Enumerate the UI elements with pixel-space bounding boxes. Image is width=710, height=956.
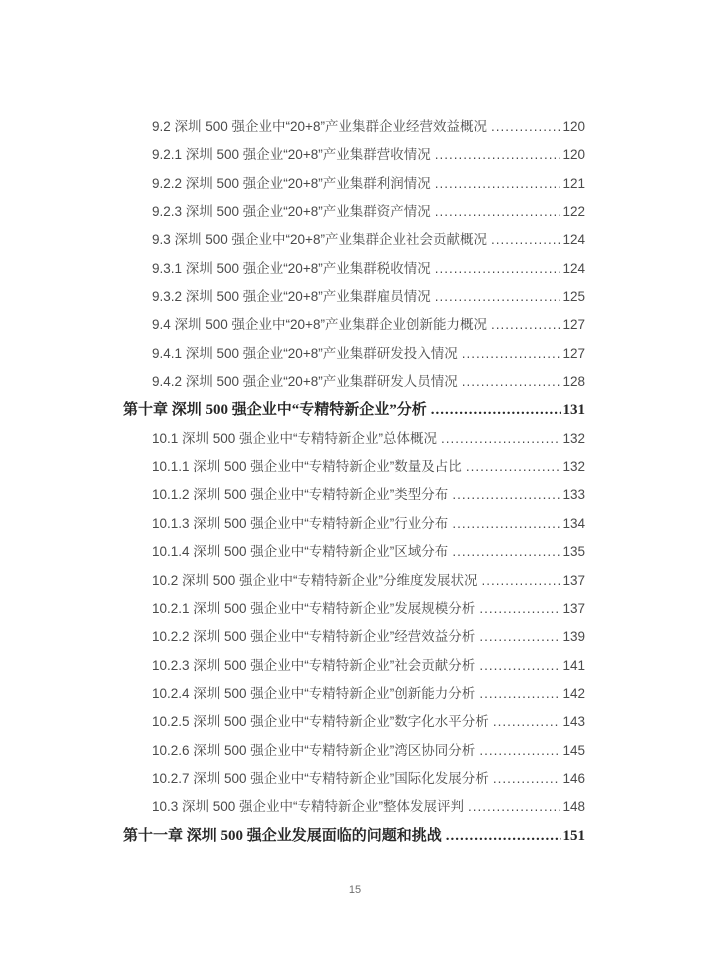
toc-sub-entry[interactable] — [123, 623, 585, 651]
toc-sub-entry[interactable] — [123, 765, 585, 793]
toc-entry-page: 122 — [562, 204, 585, 220]
toc-entry-title: 10.2.7 深圳 500 强企业中“专精特新企业”国际化发展分析 — [152, 770, 489, 786]
toc-entry-title: 10.3 深圳 500 强企业中“专精特新企业”整体发展评判 — [152, 799, 465, 815]
toc-entry-title: 9.4 深圳 500 强企业中“20+8”产业集群企业创新能力概况 — [152, 317, 487, 333]
toc-leader-dots — [479, 652, 560, 680]
toc-leader-dots — [479, 595, 560, 623]
toc-entry-title: 9.4.2 深圳 500 强企业“20+8”产业集群研发人员情况 — [152, 374, 458, 390]
toc-entry-page: 143 — [562, 714, 585, 730]
toc-entry-page: 132 — [562, 430, 585, 446]
toc-sub-entry[interactable] — [123, 340, 585, 368]
toc-leader-dots — [462, 340, 561, 368]
toc-entry-title: 9.3.1 深圳 500 强企业“20+8”产业集群税收情况 — [152, 260, 431, 276]
toc-entry-title: 9.2.1 深圳 500 强企业“20+8”产业集群营收情况 — [152, 147, 431, 163]
toc-leader-dots — [452, 510, 560, 538]
toc-entry-title: 10.1.2 深圳 500 强企业中“专精特新企业”类型分布 — [152, 487, 449, 503]
footer-page-number: 15 — [348, 884, 362, 896]
toc-entry-page: 141 — [562, 657, 585, 673]
toc-leader-dots — [479, 680, 560, 708]
toc-entry-page: 124 — [562, 260, 585, 276]
toc-leader-dots — [482, 567, 561, 595]
toc-leader-dots — [479, 737, 560, 765]
toc-leader-dots — [462, 368, 561, 396]
toc-leader-dots — [435, 141, 561, 169]
toc-entry-page: 132 — [562, 459, 585, 475]
toc-sub-entry[interactable] — [123, 113, 585, 141]
toc-entry-page: 127 — [562, 345, 585, 361]
toc-entry-title: 10.1.1 深圳 500 强企业中“专精特新企业”数量及占比 — [152, 459, 462, 475]
toc-entry-title: 10.1.4 深圳 500 强企业中“专精特新企业”区域分布 — [152, 544, 449, 560]
toc-leader-dots — [452, 481, 560, 509]
toc-entry-title: 第十章 深圳 500 强企业中“专精特新企业”分析 — [123, 402, 427, 419]
toc-leader-dots — [435, 170, 561, 198]
toc-entry-title: 第十一章 深圳 500 强企业发展面临的问题和挑战 — [123, 827, 442, 844]
toc-entry-page: 135 — [562, 544, 585, 560]
toc-entry-page: 145 — [562, 742, 585, 758]
toc-chapter-entry[interactable] — [123, 822, 585, 850]
toc-entry-page: 146 — [562, 770, 585, 786]
toc-sub-entry[interactable] — [123, 737, 585, 765]
toc-entry-page: 128 — [562, 374, 585, 390]
toc-sub-entry[interactable] — [123, 481, 585, 509]
toc-sub-entry[interactable] — [123, 141, 585, 169]
toc-entry-title: 10.1.3 深圳 500 强企业中“专精特新企业”行业分布 — [152, 515, 449, 531]
toc-entry-page: 142 — [562, 685, 585, 701]
toc-entry-title: 9.3.2 深圳 500 强企业“20+8”产业集群雇员情况 — [152, 289, 431, 305]
toc-sub-entry[interactable] — [123, 510, 585, 538]
toc-leader-dots — [491, 311, 561, 339]
toc-sub-entry[interactable] — [123, 538, 585, 566]
toc-entry-title: 9.3 深圳 500 强企业中“20+8”产业集群企业社会贡献概况 — [152, 232, 487, 248]
toc-entry-page: 151 — [562, 827, 585, 844]
table-of-contents — [123, 113, 585, 850]
toc-sub-entry[interactable] — [123, 708, 585, 736]
toc-chapter-entry[interactable] — [123, 396, 585, 424]
toc-sub-entry[interactable] — [123, 595, 585, 623]
toc-entry-page: 131 — [562, 402, 585, 419]
toc-entry-title: 9.2.2 深圳 500 强企业“20+8”产业集群利润情况 — [152, 175, 431, 191]
toc-sub-entry[interactable] — [123, 453, 585, 481]
toc-leader-dots — [446, 822, 561, 850]
toc-sub-entry[interactable] — [123, 226, 585, 254]
toc-leader-dots — [435, 255, 561, 283]
toc-entry-title: 10.2.6 深圳 500 强企业中“专精特新企业”湾区协同分析 — [152, 742, 476, 758]
toc-leader-dots — [493, 708, 561, 736]
toc-entry-title: 10.2.2 深圳 500 强企业中“专精特新企业”经营效益分析 — [152, 629, 476, 645]
toc-leader-dots — [441, 425, 560, 453]
toc-sub-entry[interactable] — [123, 567, 585, 595]
toc-entry-title: 10.1 深圳 500 强企业中“专精特新企业”总体概况 — [152, 430, 438, 446]
toc-sub-entry[interactable] — [123, 680, 585, 708]
toc-leader-dots — [431, 396, 561, 424]
toc-entry-title: 9.2.3 深圳 500 强企业“20+8”产业集群资产情况 — [152, 204, 431, 220]
toc-entry-page: 125 — [562, 289, 585, 305]
toc-sub-entry[interactable] — [123, 170, 585, 198]
toc-entry-title: 10.2.3 深圳 500 强企业中“专精特新企业”社会贡献分析 — [152, 657, 476, 673]
toc-entry-page: 120 — [562, 147, 585, 163]
toc-sub-entry[interactable] — [123, 652, 585, 680]
toc-sub-entry[interactable] — [123, 283, 585, 311]
toc-leader-dots — [435, 283, 561, 311]
toc-entry-page: 120 — [562, 119, 585, 134]
toc-entry-title: 9.4.1 深圳 500 强企业“20+8”产业集群研发投入情况 — [152, 345, 458, 361]
toc-sub-entry[interactable] — [123, 255, 585, 283]
toc-leader-dots — [491, 113, 561, 141]
toc-entry-page: 121 — [562, 175, 585, 191]
toc-entry-page: 137 — [562, 572, 585, 588]
toc-entry-page: 124 — [562, 232, 585, 248]
toc-leader-dots — [479, 623, 560, 651]
toc-entry-page: 134 — [562, 515, 585, 531]
toc-sub-entry[interactable] — [123, 311, 585, 339]
toc-leader-dots — [493, 765, 561, 793]
toc-entry-page: 137 — [562, 600, 585, 616]
toc-leader-dots — [452, 538, 560, 566]
toc-entry-page: 133 — [562, 487, 585, 503]
toc-entry-title: 10.2.4 深圳 500 强企业中“专精特新企业”创新能力分析 — [152, 685, 476, 701]
toc-sub-entry[interactable] — [123, 368, 585, 396]
toc-entry-page: 139 — [562, 629, 585, 645]
toc-entry-title: 10.2.1 深圳 500 强企业中“专精特新企业”发展规模分析 — [152, 600, 476, 616]
toc-entry-title: 10.2 深圳 500 强企业中“专精特新企业”分维度发展状况 — [152, 572, 478, 588]
toc-entry-page: 148 — [562, 799, 585, 815]
toc-sub-entry[interactable] — [123, 793, 585, 821]
toc-entry-title: 9.2 深圳 500 强企业中“20+8”产业集群企业经营效益概况 — [152, 119, 487, 134]
toc-sub-entry[interactable] — [123, 425, 585, 453]
toc-leader-dots — [491, 226, 561, 254]
toc-leader-dots — [435, 198, 561, 226]
toc-leader-dots — [468, 793, 560, 821]
toc-entry-title: 10.2.5 深圳 500 强企业中“专精特新企业”数字化水平分析 — [152, 714, 489, 730]
toc-leader-dots — [466, 453, 561, 481]
toc-sub-entry[interactable] — [123, 198, 585, 226]
toc-entry-page: 127 — [562, 317, 585, 333]
